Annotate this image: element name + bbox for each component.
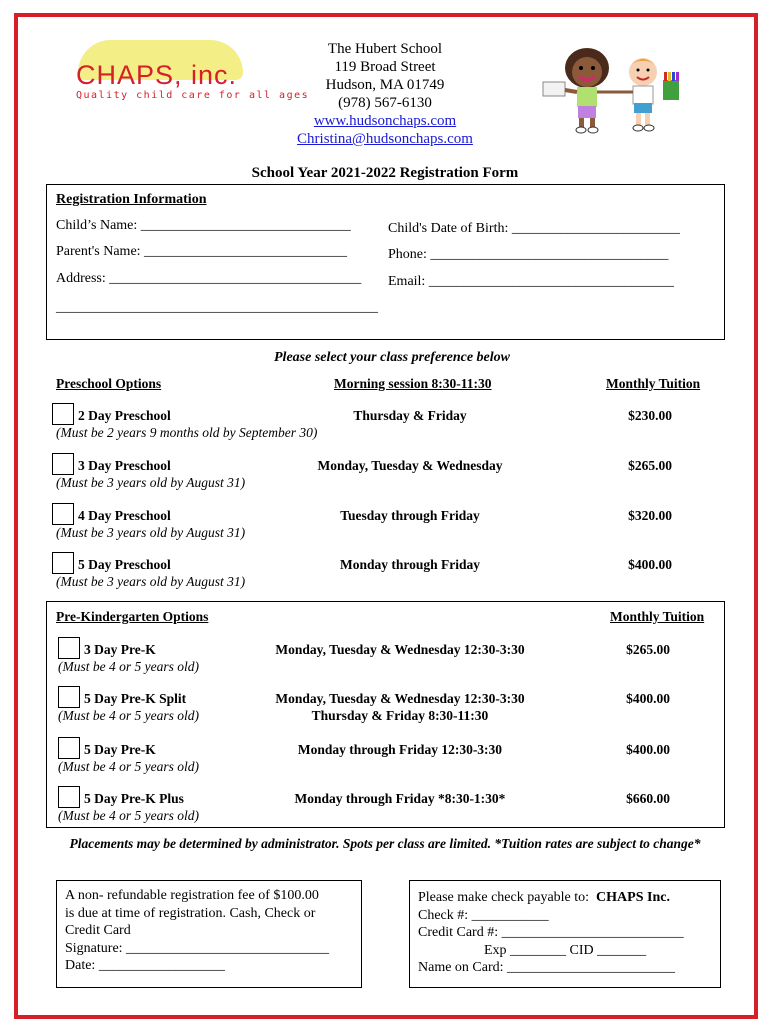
prek-option-price: $400.00 [626,691,670,706]
school-phone: (978) 567-6130 [338,95,432,111]
preschool-option-name: 2 Day Preschool [78,408,171,423]
preschool-session-heading: Morning session 8:30-11:30 [334,376,492,391]
signature-field[interactable]: Signature: _____________________________ [65,940,330,956]
form-title: School Year 2021-2022 Registration Form [251,165,519,181]
prek-option-note: (Must be 4 or 5 years old) [58,659,199,674]
preschool-option-note: (Must be 3 years old by August 31) [56,574,246,589]
preschool-option-price: $320.00 [628,508,672,523]
credit-card-field[interactable]: Credit Card #: __________________________ [418,925,684,940]
prek-option-days: Monday through Friday *8:30-1:30* [294,791,506,806]
fee-line3: Credit Card [65,923,131,938]
prek-option-price: $660.00 [626,791,670,806]
prek-option-days: Monday through Friday 12:30-3:30 [297,742,503,757]
preschool-checkbox[interactable] [52,453,74,475]
preschool-option-note: (Must be 3 years old by August 31) [56,525,246,540]
prek-option-days2: Thursday & Friday 8:30-11:30 [311,708,489,723]
preschool-option-note: (Must be 2 years 9 months old by September 30) [56,425,318,440]
preschool-option-note: (Must be 3 years old by August 31) [56,475,246,490]
prek-option-name: 5 Day Pre-K Plus [84,791,184,806]
payable-name: CHAPS Inc. [596,890,670,905]
child-name-field[interactable]: Child’s Name: ______________________________ [56,218,351,233]
payable-line [418,889,684,907]
prek-option-days: Monday, Tuesday & Wednesday 12:30-3:30 [275,691,525,706]
preschool-option-days: Tuesday through Friday [340,508,480,523]
email-link[interactable]: Christina@hudsonchaps.com [297,131,473,147]
preschool-option-price: $400.00 [628,557,672,572]
prek-option-note: (Must be 4 or 5 years old) [58,759,199,774]
school-city: Hudson, MA 01749 [325,77,445,93]
fee-line2: is due at time of registration. Cash, Check or [65,905,316,921]
school-street: 119 Broad Street [334,59,436,75]
prek-option-note: (Must be 4 or 5 years old) [58,708,199,723]
parent-name-field[interactable]: Parent's Name: _____________________________ [56,244,348,259]
address-field[interactable]: Address: ____________________________________ [56,271,362,286]
logo-tagline: Quality child care for all ages [76,90,310,101]
preschool-option-days: Monday through Friday [339,557,481,572]
website-link[interactable]: www.hudsonchaps.com [313,113,457,129]
preschool-option-name: 5 Day Preschool [78,557,171,572]
class-preference-heading: Please select your class preference below [274,350,510,365]
prek-checkbox[interactable] [58,686,80,708]
preschool-checkbox[interactable] [52,552,74,574]
prek-tuition-heading: Monthly Tuition [610,609,705,624]
child-dob-field[interactable]: Child's Date of Birth: ________________________ [388,221,680,236]
registration-heading: Registration Information [56,192,207,207]
check-number-field[interactable]: Check #: ___________ [418,907,549,923]
preschool-option-price: $265.00 [628,458,672,473]
exp-cid-field[interactable]: Exp ________ CID _______ [484,942,647,958]
preschool-option-name: 3 Day Preschool [78,458,171,473]
preschool-heading: Preschool Options [56,376,162,391]
prek-option-days: Monday, Tuesday & Wednesday 12:30-3:30 [275,642,525,657]
prek-option-price: $265.00 [626,642,670,657]
date-field[interactable]: Date: __________________ [65,958,225,973]
preschool-checkbox[interactable] [52,403,74,425]
prek-option-name: 5 Day Pre-K [84,742,156,757]
boy-figure [597,58,679,131]
prek-checkbox[interactable] [58,786,80,808]
prek-checkbox[interactable] [58,737,80,759]
payment-box-text [418,889,684,977]
phone-field[interactable]: Phone: __________________________________ [388,247,669,262]
preschool-checkbox[interactable] [52,503,74,525]
fee-line1: A non- refundable registration fee of $100.00 [65,888,319,903]
name-on-card-field[interactable]: Name on Card: ________________________ [418,960,676,975]
address-line2-field[interactable]: ______________________________________________ [56,300,378,315]
preschool-option-days: Thursday & Friday [353,408,467,423]
preschool-option-name: 4 Day Preschool [78,508,171,523]
prek-option-price: $400.00 [626,742,670,757]
school-header [270,40,500,148]
prek-option-note: (Must be 4 or 5 years old) [58,808,199,823]
prek-option-name: 5 Day Pre-K Split [84,691,187,706]
preschool-option-days: Monday, Tuesday & Wednesday [317,458,503,473]
chaps-logo [70,38,310,108]
school-name: The Hubert School [327,41,443,57]
prek-checkbox[interactable] [58,637,80,659]
children-illustration [535,40,695,135]
prek-option-name: 3 Day Pre-K [84,642,156,657]
prek-heading: Pre-Kindergarten Options [56,609,209,624]
fee-box-text [65,887,329,975]
payable-label: Please make check payable to: [418,890,590,905]
preschool-tuition-heading: Monthly Tuition [606,376,701,391]
placement-note: Placements may be determined by administrator. Spots per class are limited. *Tuition rates are subject to change* [69,836,701,851]
email-field[interactable]: Email: ___________________________________ [388,274,674,289]
preschool-option-price: $230.00 [628,408,672,423]
logo-name: CHAPS, inc. [76,60,238,90]
